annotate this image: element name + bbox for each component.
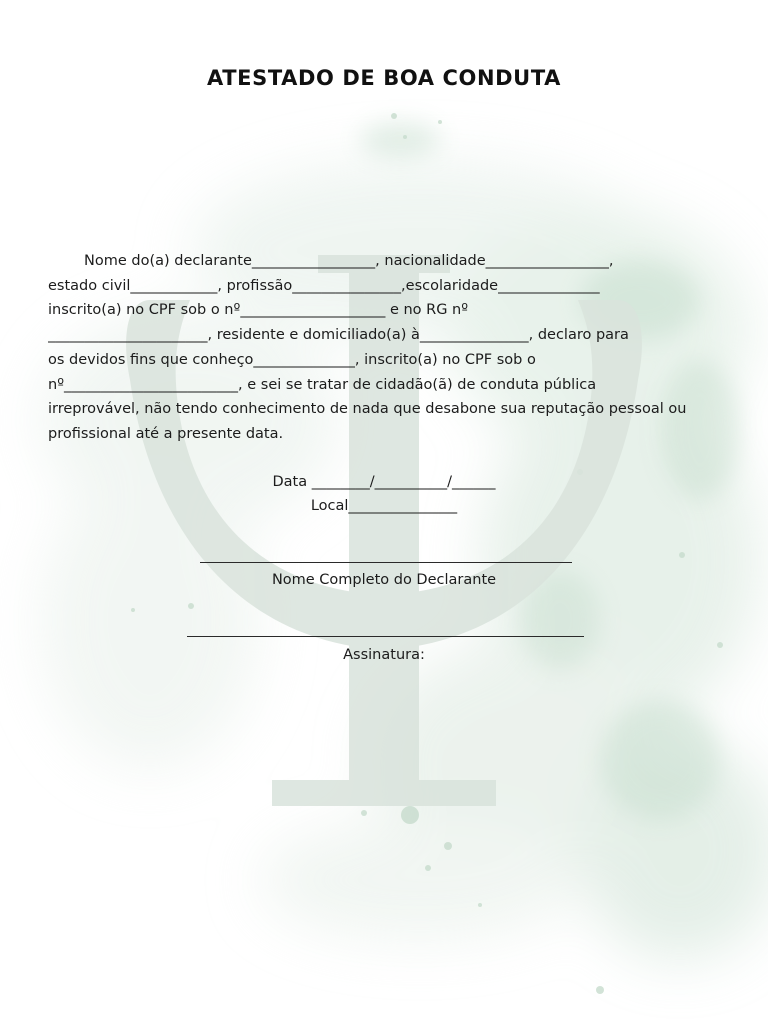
date-field: Data ________/__________/______ (272, 474, 496, 490)
paragraph-line: irreprovável, não tendo conhecimento de nada que desabone sua reputação pessoal ou (48, 401, 687, 418)
paragraph-line: estado civil____________, profissão_______________,escolaridade______________ (48, 277, 600, 294)
full-name-label: Nome Completo do Declarante (271, 572, 497, 588)
signature-line (187, 636, 584, 637)
local-field: Local_______________ (310, 498, 458, 514)
paragraph-line: os devidos fins que conheço______________, inscrito(a) no CPF sob o (48, 351, 536, 368)
paragraph-line: nº________________________, e sei se tratar de cidadão(ã) de conduta pública (48, 376, 597, 393)
document-title: ATESTADO DE BOA CONDUTA (207, 66, 561, 90)
name-signature-line (200, 562, 572, 563)
declaration-paragraph (48, 249, 720, 447)
paragraph-line: ______________________, residente e domiciliado(a) à_______________, declaro para (48, 327, 629, 344)
paragraph-line: profissional até a presente data. (48, 425, 284, 442)
paragraph-line: inscrito(a) no CPF sob o nº____________________ e no RG nº (48, 302, 469, 319)
signature-label: Assinatura: (343, 647, 425, 663)
paragraph-line: Nome do(a) declarante_________________, nacionalidade_________________, (84, 253, 614, 269)
